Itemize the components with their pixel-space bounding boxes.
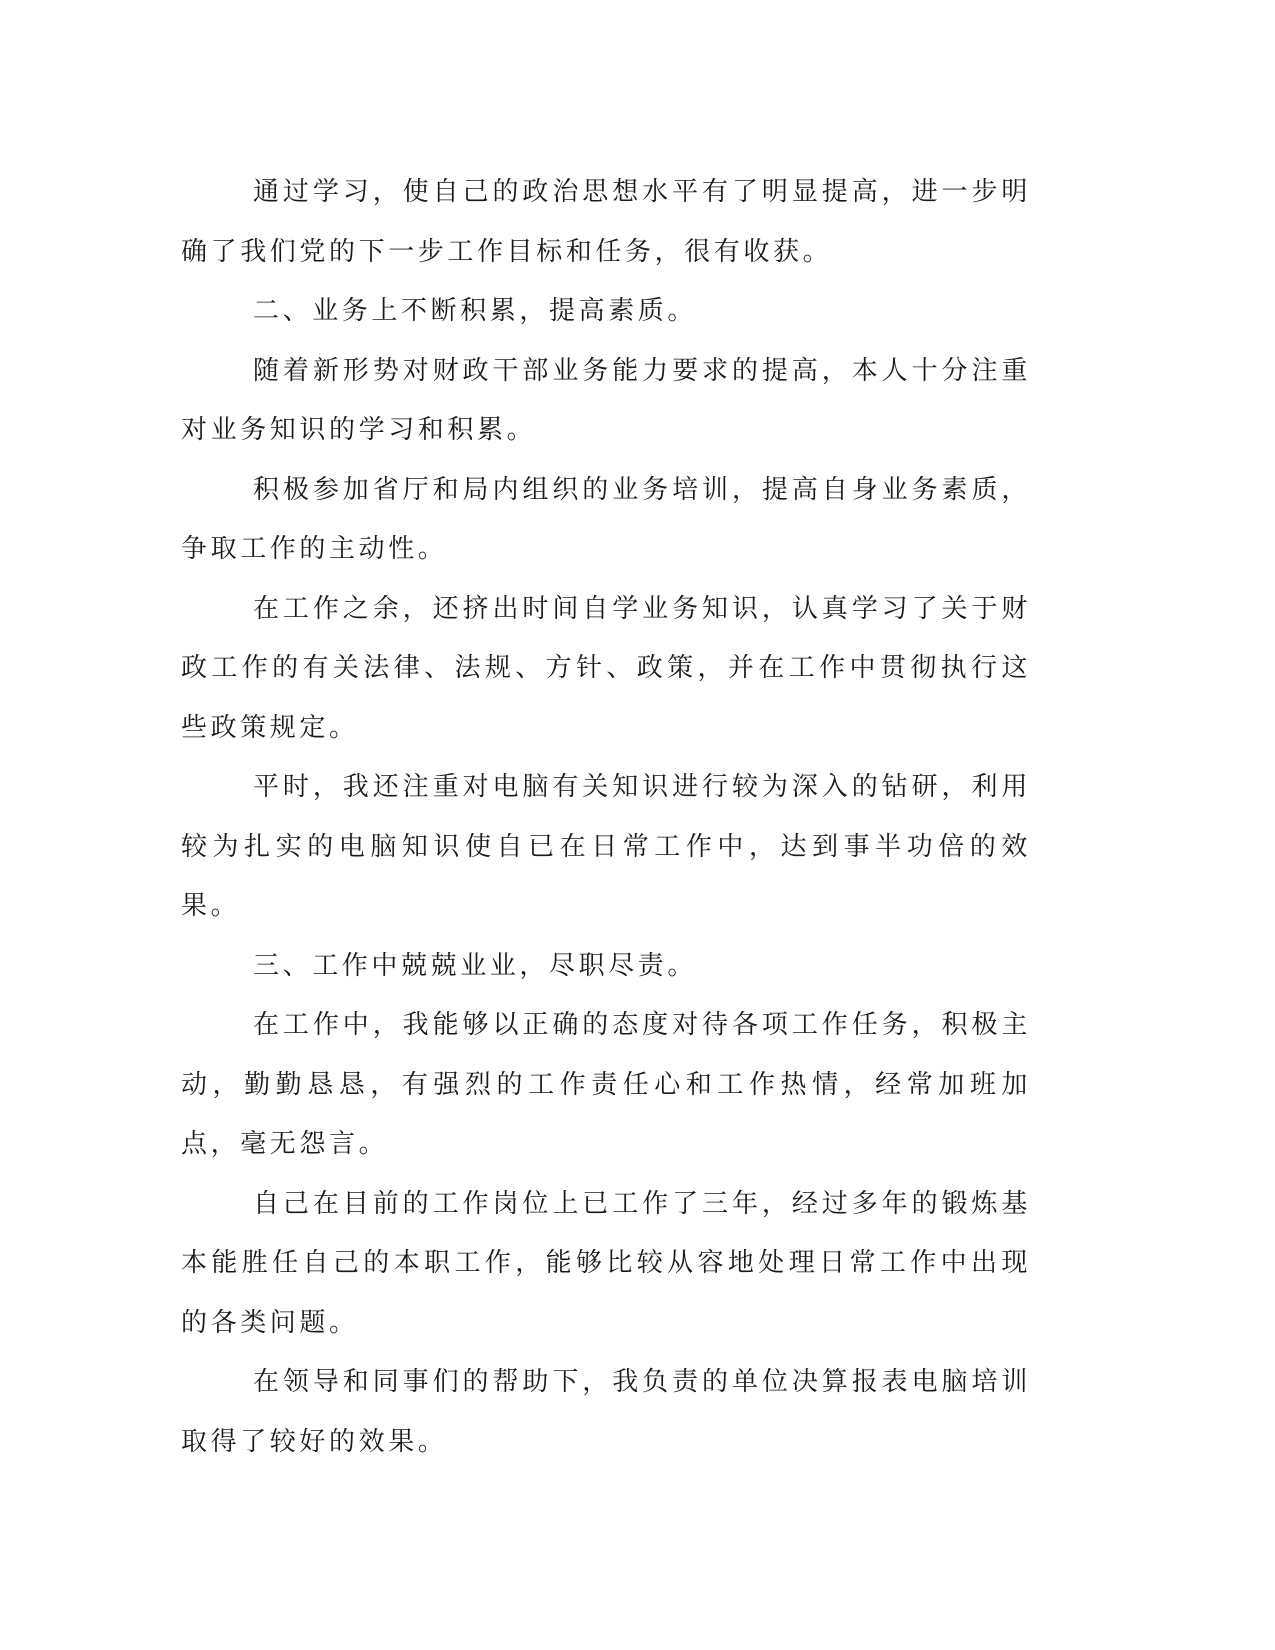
section-heading-business: 二、业务上不断积累，提高素质。 [253, 296, 698, 326]
paragraph-training: 积极参加省厅和局内组织的业务培训，提高自身业务素质，争取工作的主动性。 [181, 474, 1031, 564]
section-heading-work: 三、工作中兢兢业业，尽职尽责。 [253, 950, 698, 981]
document-body [181, 163, 1031, 1472]
paragraph-training-result: 在领导和同事们的帮助下，我负责的单位决算报表电脑培训取得了较好的效果。 [181, 1367, 1031, 1457]
paragraph-self-study: 在工作之余，还挤出时间自学业务知识，认真学习了关于财政工作的有关法律、法规、方针、政策，并在工作中贯彻执行这些政策规定。 [181, 593, 1031, 743]
paragraph-work-attitude: 在工作中，我能够以正确的态度对待各项工作任务，积极主动，勤勤恳恳，有强烈的工作责任心和工作热情，经常加班加点，毫无怨言。 [181, 1010, 1031, 1159]
paragraph-study-result: 通过学习，使自己的政治思想水平有了明显提高，进一步明确了我们党的下一步工作目标和任务，很有收获。 [181, 177, 1031, 267]
paragraph-computer-skills: 平时，我还注重对电脑有关知识进行较为深入的钻研，利用较为扎实的电脑知识使自已在日常工作中，达到事半功倍的效果。 [181, 772, 1031, 921]
paragraph-business-ability: 随着新形势对财政干部业务能力要求的提高，本人十分注重对业务知识的学习和积累。 [181, 355, 1031, 445]
paragraph-work-experience: 自己在目前的工作岗位上已工作了三年，经过多年的锻炼基本能胜任自己的本职工作，能够比较从容地处理日常工作中出现的各类问题。 [181, 1188, 1031, 1338]
